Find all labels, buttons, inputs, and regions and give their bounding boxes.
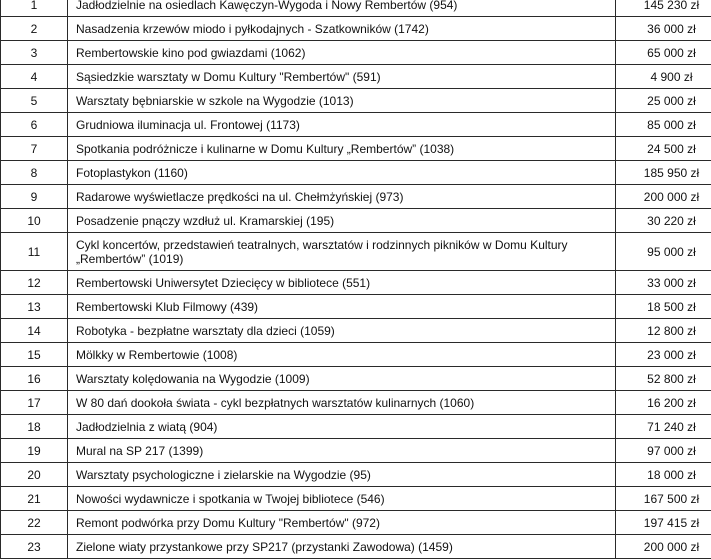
table-row: [1, 343, 711, 367]
table-row: [1, 0, 711, 17]
project-amount: 23 000 zł: [616, 343, 711, 367]
project-name: Robotyka - bezpłatne warsztaty dla dzieci (1059): [68, 319, 616, 343]
table-row: [1, 511, 711, 535]
row-number: 19: [1, 439, 68, 463]
project-name: Rembertowski Uniwersytet Dziecięcy w bibliotece (551): [68, 271, 616, 295]
project-name: Warsztaty psychologiczne i zielarskie na Wygodzie (95): [68, 463, 616, 487]
row-number: 23: [1, 535, 68, 559]
row-number: 4: [1, 65, 68, 89]
project-amount: 71 240 zł: [616, 415, 711, 439]
row-number: 6: [1, 113, 68, 137]
project-amount: 36 000 zł: [616, 17, 711, 41]
table-row: [1, 65, 711, 89]
row-number: 14: [1, 319, 68, 343]
table-row: [1, 17, 711, 41]
project-amount: 85 000 zł: [616, 113, 711, 137]
project-name: Nowości wydawnicze i spotkania w Twojej bibliotece (546): [68, 487, 616, 511]
project-name: Cykl koncertów, przedstawień teatralnych, warsztatów i rodzinnych pikników w Domu Kultury „Rembertów” (1019): [68, 233, 616, 271]
row-number: 16: [1, 367, 68, 391]
project-name: Warsztaty bębniarskie w szkole na Wygodzie (1013): [68, 89, 616, 113]
table-row: [1, 295, 711, 319]
project-name: Warsztaty kolędowania na Wygodzie (1009): [68, 367, 616, 391]
table-row: [1, 415, 711, 439]
table-row: [1, 535, 711, 559]
table-row: [1, 391, 711, 415]
project-name: Remont podwórka przy Domu Kultury "Rembertów" (972): [68, 511, 616, 535]
project-name: Mural na SP 217 (1399): [68, 439, 616, 463]
row-number: 1: [1, 0, 68, 17]
table-row: [1, 137, 711, 161]
projects-table-body: [1, 0, 711, 559]
row-number: 5: [1, 89, 68, 113]
project-name: Fotoplastykon (1160): [68, 161, 616, 185]
project-amount: 16 200 zł: [616, 391, 711, 415]
table-row: [1, 463, 711, 487]
row-number: 9: [1, 185, 68, 209]
row-number: 12: [1, 271, 68, 295]
project-name: Radarowe wyświetlacze prędkości na ul. Chełmżyńskiej (973): [68, 185, 616, 209]
project-amount: 18 000 zł: [616, 463, 711, 487]
row-number: 11: [1, 233, 68, 271]
row-number: 10: [1, 209, 68, 233]
table-row: [1, 209, 711, 233]
project-amount: 30 220 zł: [616, 209, 711, 233]
project-amount: 65 000 zł: [616, 41, 711, 65]
row-number: 13: [1, 295, 68, 319]
table-row: [1, 487, 711, 511]
project-amount: 200 000 zł: [616, 185, 711, 209]
project-name: Nasadzenia krzewów miodo i pyłkodajnych - Szatkowników (1742): [68, 17, 616, 41]
table-row: [1, 41, 711, 65]
project-amount: 95 000 zł: [616, 233, 711, 271]
row-number: 8: [1, 161, 68, 185]
row-number: 22: [1, 511, 68, 535]
table-row: [1, 271, 711, 295]
table-row: [1, 319, 711, 343]
table-row: [1, 185, 711, 209]
table-row: [1, 113, 711, 137]
row-number: 20: [1, 463, 68, 487]
project-amount: 12 800 zł: [616, 319, 711, 343]
project-name: W 80 dań dookoła świata - cykl bezpłatnych warsztatów kulinarnych (1060): [68, 391, 616, 415]
table-row: [1, 233, 711, 271]
project-amount: 52 800 zł: [616, 367, 711, 391]
project-amount: 197 415 zł: [616, 511, 711, 535]
project-amount: 4 900 zł: [616, 65, 711, 89]
project-name: Jadłodzielnia z wiatą (904): [68, 415, 616, 439]
row-number: 7: [1, 137, 68, 161]
project-amount: 200 000 zł: [616, 535, 711, 559]
project-amount: 185 950 zł: [616, 161, 711, 185]
project-name: Sąsiedzkie warsztaty w Domu Kultury "Rembertów" (591): [68, 65, 616, 89]
project-name: Zielone wiaty przystankowe przy SP217 (przystanki Zawodowa) (1459): [68, 535, 616, 559]
project-name: Mölkky w Rembertowie (1008): [68, 343, 616, 367]
project-amount: 25 000 zł: [616, 89, 711, 113]
project-name: Spotkania podróżnicze i kulinarne w Domu Kultury „Rembertów” (1038): [68, 137, 616, 161]
project-amount: 145 230 zł: [616, 0, 711, 17]
project-name: Jadłodzielnie na osiedlach Kawęczyn-Wygoda i Nowy Rembertów (954): [68, 0, 616, 17]
row-number: 21: [1, 487, 68, 511]
project-name: Rembertowski Klub Filmowy (439): [68, 295, 616, 319]
project-amount: 97 000 zł: [616, 439, 711, 463]
row-number: 2: [1, 17, 68, 41]
table-row: [1, 89, 711, 113]
project-amount: 24 500 zł: [616, 137, 711, 161]
table-row: [1, 161, 711, 185]
project-name: Grudniowa iluminacja ul. Frontowej (1173): [68, 113, 616, 137]
row-number: 3: [1, 41, 68, 65]
project-name: Posadzenie pnączy wzdłuż ul. Kramarskiej (195): [68, 209, 616, 233]
table-row: [1, 367, 711, 391]
project-amount: 167 500 zł: [616, 487, 711, 511]
row-number: 18: [1, 415, 68, 439]
project-amount: 18 500 zł: [616, 295, 711, 319]
project-amount: 33 000 zł: [616, 271, 711, 295]
table-row: [1, 439, 711, 463]
project-name: Rembertowskie kino pod gwiazdami (1062): [68, 41, 616, 65]
row-number: 15: [1, 343, 68, 367]
row-number: 17: [1, 391, 68, 415]
